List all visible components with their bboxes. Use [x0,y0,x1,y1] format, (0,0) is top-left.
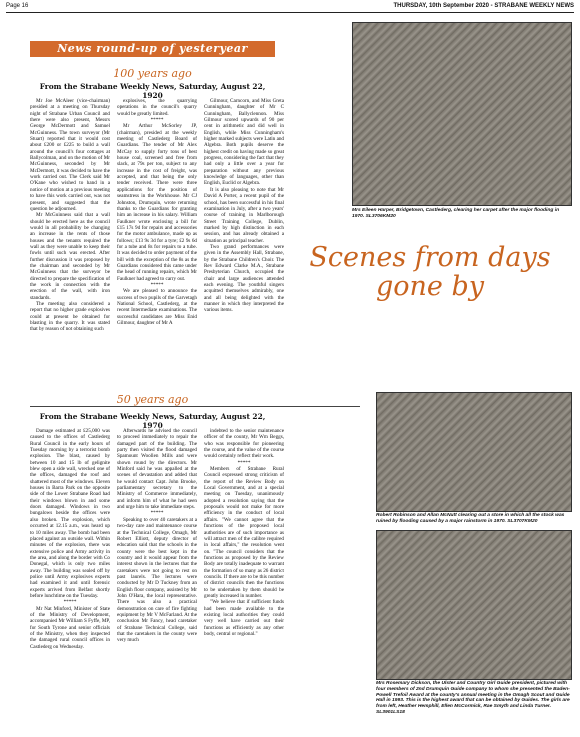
separator: ***** [150,117,164,124]
photo-caption-3: Mrs Rosemary Dickson, the Ulster and Country Girl Guide president, pictured with four members of 2nd Drumquin Guide company to whom she presented the Baden-Powell Trefoil Award at the county's annual meeting in the Omagh Scout and Guide Hall in 1993. This is the highest award that can be obtained by Guides. The girls are from left, Heather Hemphill, Ellen McCormick, Rae Smyth and Linda Turner. SL3901LS18 [376,681,570,715]
photo-girl-guides [376,530,572,680]
photo-caption-1: Mrs Eileen Harper, Bridgetown, Castlederg, clearing her carpet after the major flooding in 1970. SL3706KM20 [352,208,560,219]
photo-carpet-flood [352,22,572,206]
paragraph: "We believe that if sufficient funds had been made available to the existing local authorities they could very well have carried out their functions as efficiently as any other body, central or regional." [204,599,284,637]
article-1970-col1 [30,428,110,728]
article-1920-col2 [117,98,197,388]
paragraph: Mr Joe McAleer (vice-chairman) presided at a meeting on Thursday night of Strabane Urban Council and there were also present, Messrs George McDermott and Samuel McGuinness. The town surveyor (Mr Stuart) reported that it would cost about £200 or £225 to build a wall around the council's four cottages at Ballycolman, and on the motion of Mr McGuinness, seconded by Mr McDermott, it was decided to have the work carried out. The Clerk said Mr O'Kane who wished to hand in a notice of motion at a previous meeting to have this work carried out, was not present, and suggested that the question be adjourned. [30,98,110,212]
paragraph: Mr Nat Minford, Minister of State of the Ministry of Development, accompanied Mr William S Fyffe, MP, for South Tyrone and senior officials of the Ministry, when they inspected the damaged rural council offices in Castlederg on Wednesday. [30,605,110,650]
separator: ***** [150,281,164,288]
article-1970-col2 [117,428,197,728]
paragraph: Mr McGuinness said that a wall should be erected here as the council would in all probability be changing an increase in the rents of those houses and the tenants required the wall as they were unable to keep their fowls until such was erected. After further discussion it was proposed by the chairman and seconded by Mr McGuinness that the surveyor be directed to prepare the specification of the work in connection with the erection of the wall, with iron standards. [30,212,110,301]
article-1970-col3 [204,428,284,728]
photo-store-clearing [376,392,572,512]
paragraph: indebted to the senior maintenance officer of the county, Mr Wm Beggs, who was responsible for pioneering the course, and the value of the course would certainly reflect their work. [204,428,284,460]
paragraph: Speaking to over 40 caretakers at a two-day care and maintenance course at the Technical College, Omagh, Mr Robert Elliott, deputy director of education said that the schools in the county were the best kept in the country and it would appear from the interest shown in the lectures that the caretakers were not going to rest on past laurels. The lectures were conducted by Mr D Tuckney from an English floor company, assisted by Mr John O'Hara, the local representative. There was also a practical demonstration on care of fire fighting equipment by Mr V McFarland. At the conclusion Mr Fancy, head caretaker of Strabane Technical College, said that the caretakers in the county were very much [117,516,197,644]
subhead-1970: From the Strabane Weekly News, Saturday, August 22, 1970 [39,412,266,430]
paragraph: It is also pleasing to note that Mr David A Porter, a recent pupil of the school, has been successful in his final examination in July, after a two years' course of training in Marlborough Street Training College, Dublin, marked by high distinction in each session, and has already obtained a situation as principal teacher. [204,186,284,244]
paragraph: Afterwards he advised the council to proceed immediately to repair the damaged part of the building. The party then visited the flood damaged Spamount Woollen Mills and were shown round by the directors. Mr Minford said he was appalled at the scenes of devastation and added that he would contact Capt. John Brooke, parliamentary secretary to the Ministry of Commerce immediately, and inform him of what he had seen and urge him to take immediate steps. [117,428,197,511]
scenes-title: Scenes from days gone by [309,242,551,302]
section-banner: News round-up of yesteryear [30,41,275,57]
paragraph: We are pleased to announce the success of two pupils of the Garvetagh National School, Castlederg, at the recent Intermediate examinations. The successful candidates are Miss Enid Gilmour, daughter of Mr A [117,288,197,327]
section-divider [30,406,360,407]
header-rule [6,12,574,13]
paragraph: Gilmour, Carncorn, and Miss Greta Cunningham, daughter of Mr C Cunningham, Ballyclennon. Miss Gilmour scored upwards of 90 per cent in arithmetic and did well in English, while Miss Cunningham's higher marked subjects were Latin and Algebra. Both pupils deserve the highest credit on having made so great progress, considering the fact that they had only a little over a year for preparation without any previous knowledge of languages, other than English, Euclid or Algebra. [204,98,284,187]
paragraph: The meeting also considered a report that no higher grade explosives could at present be obtained for blasting in the quarry. It was stated that by reason of not obtaining such [30,301,110,333]
subhead-1920: From the Strabane Weekly News, Saturday, August 22, 1920 [39,82,266,100]
paragraph: explosives, the quarrying operations in the council's quarry would be greatly limited. [117,98,197,117]
dateline: THURSDAY, 10th September 2020 - STRABANE WEEKLY NEWS [393,3,574,9]
paragraph: Members of Strabane Rural Council expressed strong criticism of the report of the Review Body on Local Government, and at a special meeting on Tuesday, unanimously adopted a resolution saying that the proposals would not make for more efficiency in the conduct of local affairs. "We cannot agree that the functions of the proposed local authorities are of such importance as will attract men of the calibre required in local affairs," the resolution went on. "The council considers that the functions as proposed by the Review Body are totally inadequate to warrant the formation of so many as 26 district councils. If there are to be this number of district councils then the functions to be undertaken by them should be greatly increased in number. [204,466,284,599]
article-1920-col1 [30,98,110,388]
separator: ***** [237,459,251,466]
photo-caption-2: Robert Robinson and Allan McNutt clearing out a store in which all the stock was ruined by flooding caused by a major rainstorm in 1970. SL3707KM20 [376,513,565,524]
separator: ***** [63,599,77,606]
page-number: Page 16 [6,3,29,9]
heading-50-years: 50 years ago [116,393,189,406]
article-1920-col3 [204,98,284,388]
paragraph: Two grand performances were given in the Assembly Hall, Strabane, by the Strabane Children's Choir. The Rev Edward Clarke M.A., Strabane Presbyterian Church, occupied the chair and large audiences attended each evening. The youthful singers acquitted themselves admirably, one and all being delighted with the manner in which they interpreted the various items. [204,243,284,314]
heading-100-years: 100 years ago [113,67,192,80]
separator: ***** [150,510,164,517]
paragraph: Damage estimated at £25,000 was caused to the offices of Castlederg Rural Council in the early hours of Tuesday morning by a terrorist bomb explosion. The blast, caused by between 10 and 15 lb of gelignite blew open a side wall, wrecked one of the offices, damaged the roof and shattered most of the windows. Eleven houses in Barra Park on the opposite side of the Lower Strabane Road had their windows blown in and some doors damaged. Windows in two bungalows beside the offices were also broken. The explosion, which occurred at 12.15 a.m., was heard up to 10 miles away. The bomb had been placed against an outside wall. Within minutes of the explosion, there was extensive police and Army activity in the area, and along the border with Co Donegal, which is only two miles away. The building was sealed off by police until Army explosives experts had examined it and until forensic experts arrived from Belfast shortly before lunchtime on the Tuesday. [30,428,110,599]
paragraph: Mr Arthur McSorley JP, (chairman), presided at the weekly meeting of Castlederg Board of Guardians. The tender of Mr Alex McCay to supply forty tons of best house coal, screened and free from slack, at 79s per ton, subject to any increase in the cost of freight, was accepted, and that being the only tender received. There were three applications for the position of seamstress in the Workhouse. Mr CJ Johnston, Drumquin, wrote returning thanks to the Guardians for granting him an increase in his salary. William Faulkner wrote enclosing a bill for £15 17s 9d for repairs and accessories for the motor ambulance, made up as follows; £13 9s 3d for a tyre; £2 9s 6d for a tube and 8s for repairs to a tube. It was decided to order payment of the bill with the exception of the 8s as the Guardians considered this came under the head of running repairs, which Mr Faulkner had agreed to carry out. [117,123,197,282]
